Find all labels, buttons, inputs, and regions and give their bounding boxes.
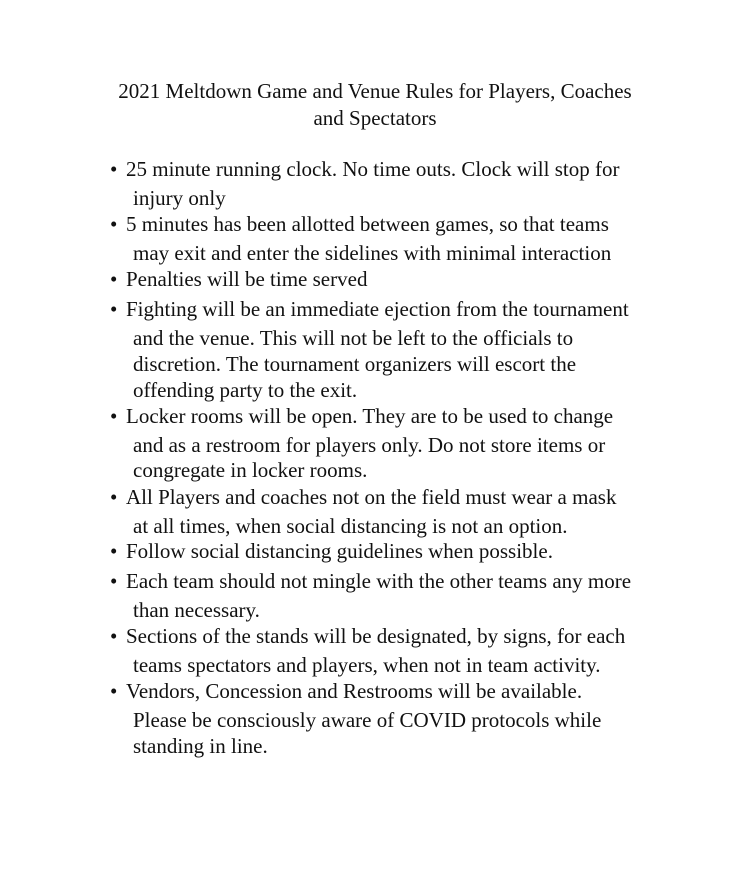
rule-10-line-1: Vendors, Concession and Restrooms will be available. (126, 679, 583, 703)
rule-2-line-2: may exit and enter the sidelines with minimal interaction (133, 241, 612, 265)
rule-4-line-2: and the venue. This will not be left to the officials to (133, 326, 574, 350)
bullet-icon: • (110, 539, 118, 563)
rule-3-line-1: Penalties will be time served (126, 267, 368, 291)
rule-5-line-2: and as a restroom for players only. Do not store items or (133, 433, 606, 457)
bullet-icon: • (110, 679, 118, 703)
bullet-icon: • (110, 267, 118, 291)
rule-10-line-3: standing in line. (133, 734, 268, 758)
bullet-icon: • (110, 157, 118, 181)
rule-7-line-1: Follow social distancing guidelines when possible. (126, 539, 553, 563)
rule-9-line-2: teams spectators and players, when not in team activity. (133, 653, 601, 677)
rule-6-line-1: All Players and coaches not on the field must wear a mask (126, 485, 617, 509)
bullet-icon: • (110, 404, 118, 428)
rule-1-line-2: injury only (133, 186, 226, 210)
rule-8-line-2: than necessary. (133, 598, 260, 622)
rule-5-line-1: Locker rooms will be open. They are to be used to change (126, 404, 614, 428)
rule-6-line-2: at all times, when social distancing is not an option. (133, 514, 568, 538)
rule-1-line-1: 25 minute running clock. No time outs. Clock will stop for (126, 157, 620, 181)
bullet-icon: • (110, 569, 118, 593)
bullet-icon: • (110, 624, 118, 648)
bullet-icon: • (110, 212, 118, 236)
rule-8-line-1: Each team should not mingle with the other teams any more (126, 569, 632, 593)
rule-9-line-1: Sections of the stands will be designated, by signs, for each (126, 624, 626, 648)
rule-4-line-1: Fighting will be an immediate ejection from the tournament (126, 297, 629, 321)
rule-4-line-3: discretion. The tournament organizers will escort the (133, 352, 577, 376)
rule-5-line-3: congregate in locker rooms. (133, 458, 368, 482)
bullet-icon: • (110, 297, 118, 321)
title-line-2: and Spectators (313, 106, 437, 130)
rule-4-line-4: offending party to the exit. (133, 378, 358, 402)
bullet-icon: • (110, 485, 118, 509)
title-line-1: 2021 Meltdown Game and Venue Rules for Players, Coaches (118, 79, 632, 103)
rule-10-line-2: Please be consciously aware of COVID protocols while (133, 708, 602, 732)
rule-2-line-1: 5 minutes has been allotted between games, so that teams (126, 212, 609, 236)
